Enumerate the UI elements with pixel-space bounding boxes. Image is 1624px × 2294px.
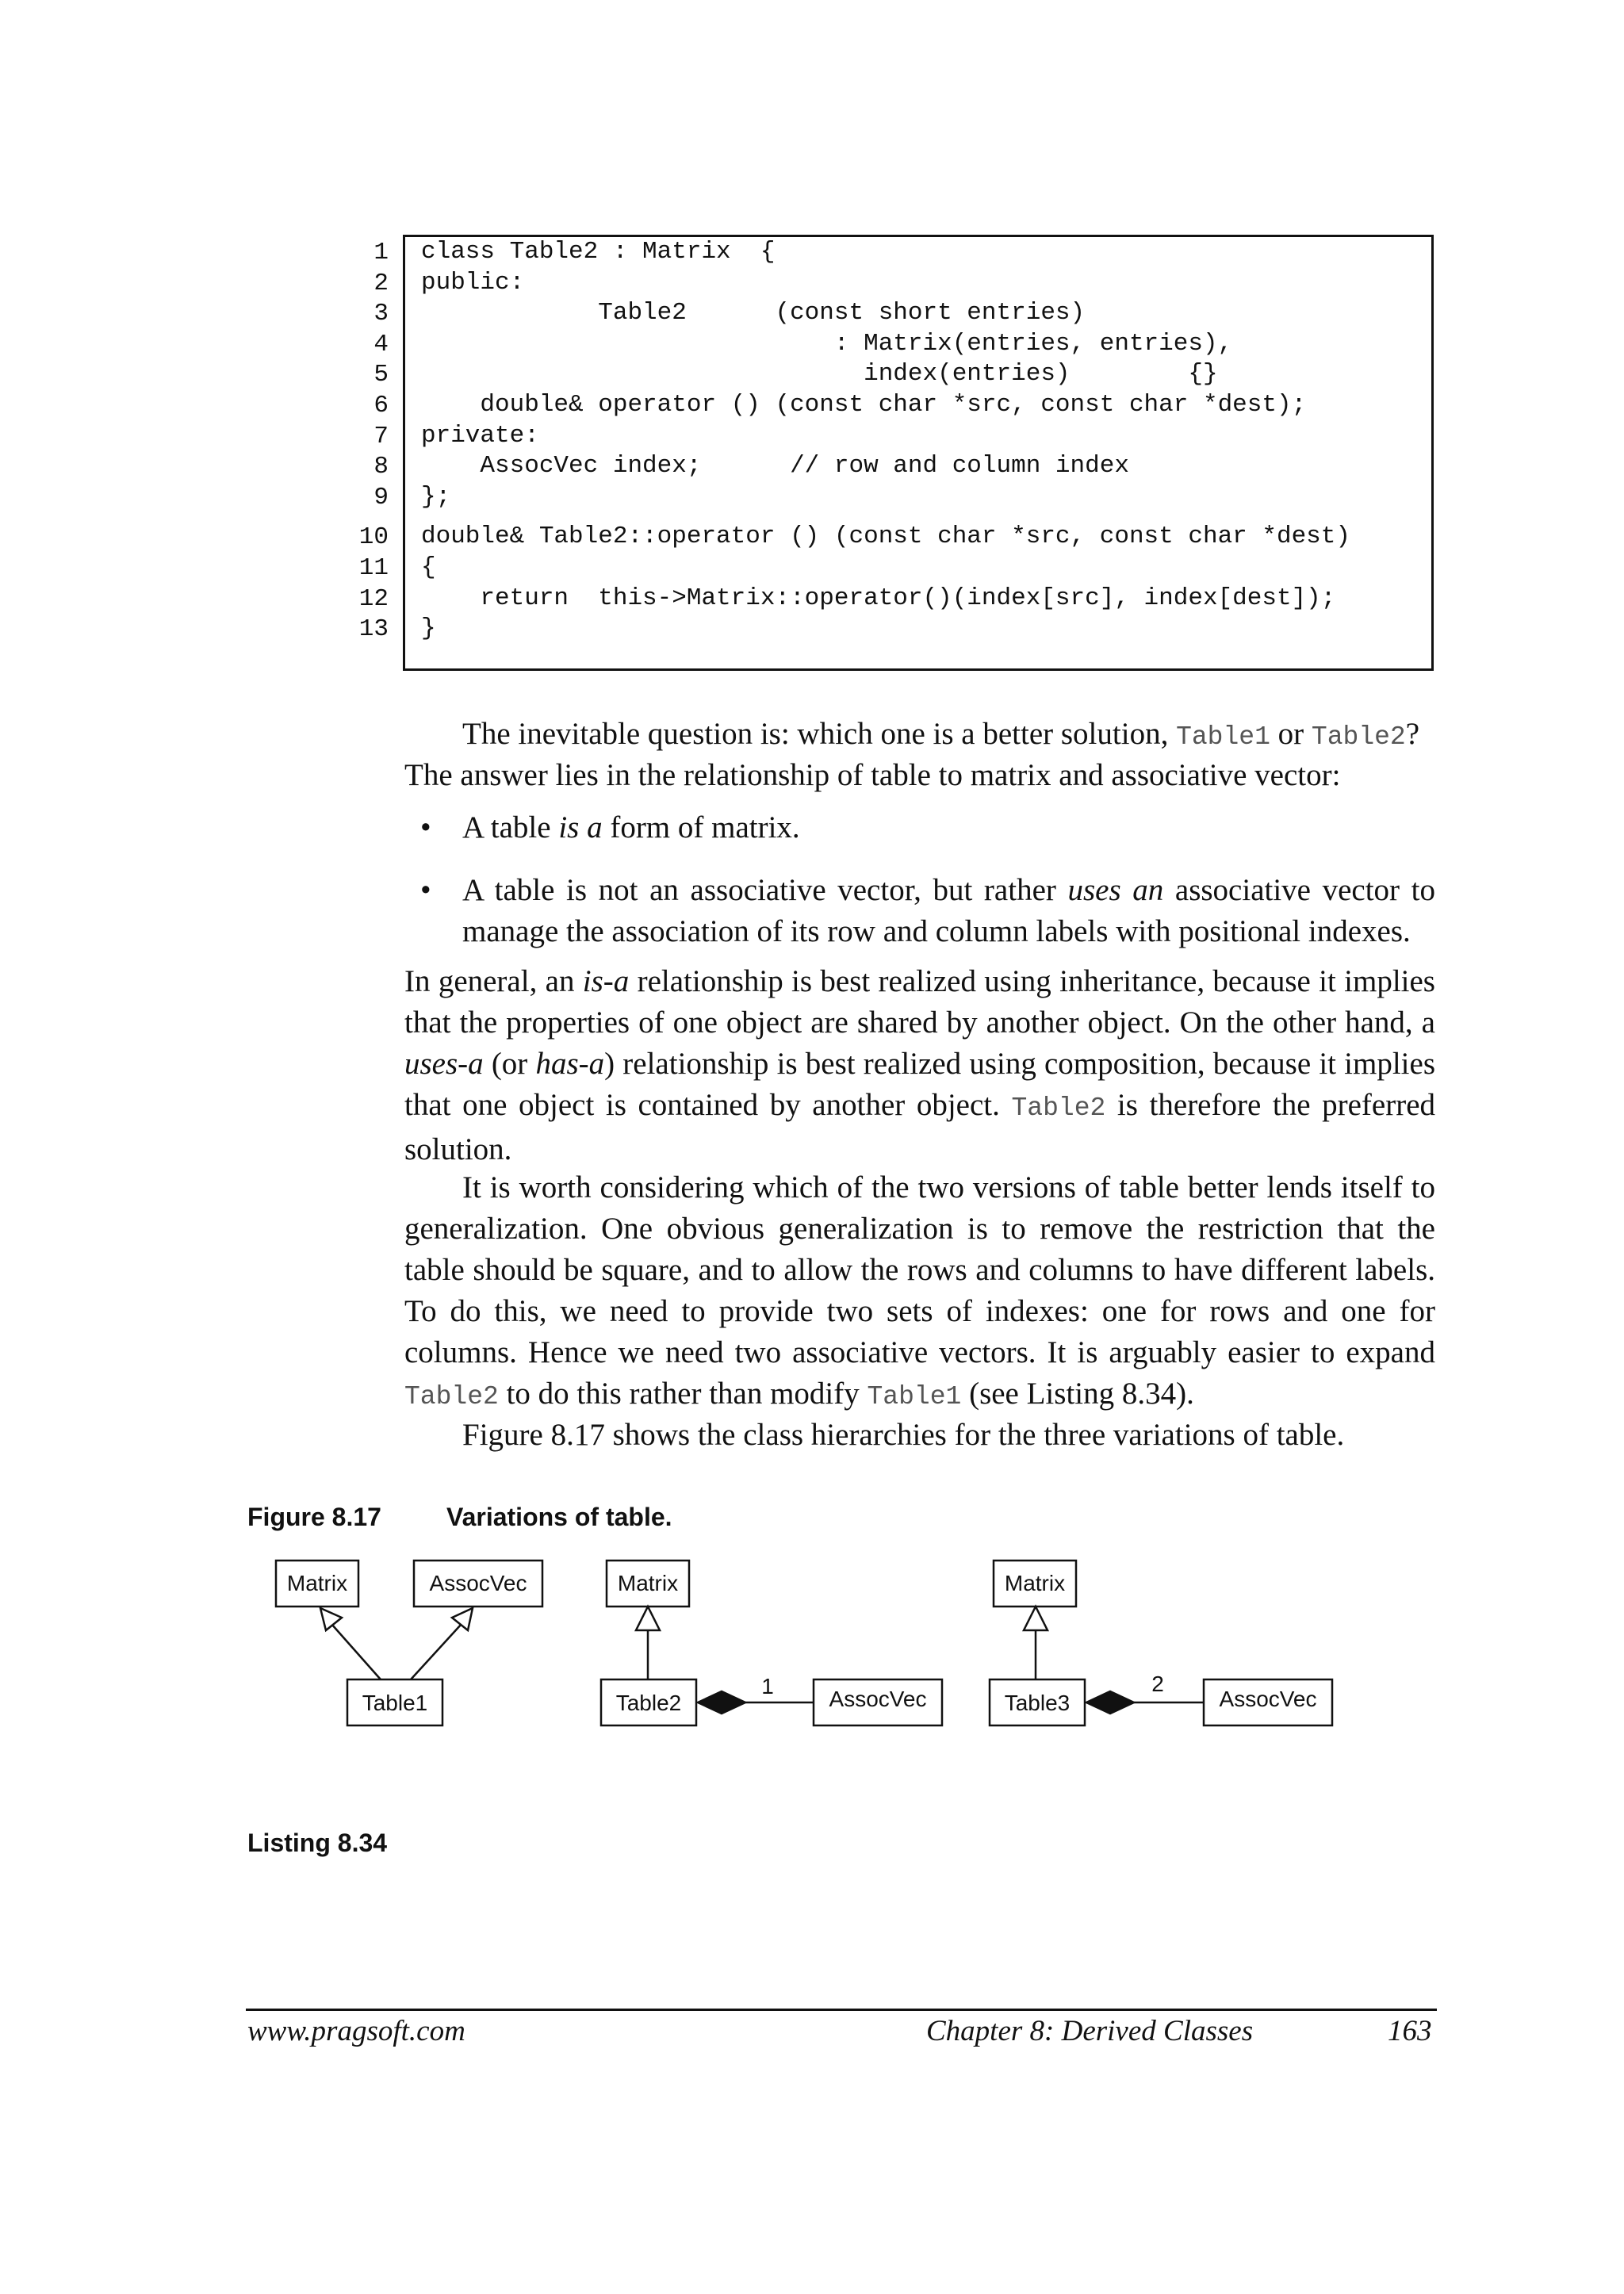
line-number: 10 [358, 523, 389, 552]
line-number: 1 [373, 239, 389, 266]
label-table1: Table1 [362, 1691, 428, 1715]
code-line: class Table2 : Matrix { [421, 238, 776, 266]
inline-code: Table1 [867, 1382, 962, 1411]
paragraph-3: It is worth considering which of the two versions of table better lends itself to generalization. One obvious generalization is to remove the restriction that the table should be square, and to allow the rows and columns to have different labels. To do this, we need to provide two sets of indexes: one for rows and one for columns. Hence we need two associative vectors. It is arguably easier to expand Table2 to do this rather than modify Table1 (see Listing 8.34). [404, 1170, 1435, 1411]
line-number: 4 [373, 330, 389, 358]
multiplicity-2: 2 [1151, 1672, 1164, 1696]
uml-class-diagram [270, 1546, 1348, 1737]
code-line: Table2 (const short entries) [421, 299, 1086, 327]
label-matrix-1: Matrix [286, 1571, 348, 1595]
code-line: }; [421, 482, 451, 511]
line-number: 2 [373, 269, 389, 297]
line-number: 5 [373, 361, 389, 389]
label-table3: Table3 [1004, 1691, 1071, 1715]
bullet-dot: • [420, 810, 431, 844]
code-line: } [421, 615, 436, 643]
line-number: 8 [373, 453, 389, 481]
label-matrix-2: Matrix [617, 1571, 679, 1595]
label-assocvec-1: AssocVec [429, 1571, 527, 1595]
label-matrix-3: Matrix [1004, 1571, 1066, 1595]
footer-site: www.pragsoft.com [247, 2015, 465, 2047]
footer-page-number: 163 [1388, 2015, 1432, 2047]
code-line: { [421, 553, 436, 581]
bullet-dot: • [420, 873, 431, 907]
label-table2: Table2 [615, 1691, 682, 1715]
figure-number: Figure 8.17 [247, 1503, 381, 1531]
code-listing [403, 235, 1434, 671]
paragraph-1: The inevitable question is: which one is a better solution, Table1 or Table2? [462, 717, 1420, 752]
line-number: 9 [373, 483, 389, 511]
line-number: 7 [373, 422, 389, 450]
listing-caption: Listing 8.34 [247, 1829, 388, 1857]
code-line: double& Table2::operator () (const char *src, const char *dest) [421, 523, 1350, 551]
paragraph-4: Figure 8.17 shows the class hierarchies for the three variations of table. [462, 1418, 1345, 1452]
inline-code: Table2 [1311, 722, 1406, 752]
code-line: public: [421, 268, 525, 297]
line-number: 6 [373, 392, 389, 419]
code-line: return this->Matrix::operator()(index[src], index[dest]); [421, 584, 1336, 612]
bullet-2: A table is not an associative vector, but rather uses an associative vector to manage the association of its row and column labels with positional indexes. [462, 873, 1435, 948]
multiplicity-1: 1 [761, 1674, 774, 1698]
footer-rule [246, 2009, 1437, 2011]
label-assocvec-3: AssocVec [1219, 1687, 1317, 1711]
paragraph-2: In general, an is-a relationship is best realized using inheritance, because it implies that the properties of one object are shared by another object. On the other hand, a uses-a (or has-a) relationship is best realized using composition, because it implies that one object is contained by another object. Table2 is therefore the preferred solution. [404, 964, 1435, 1166]
paragraph-1-line-2: The answer lies in the relationship of table to matrix and associative vector: [404, 758, 1341, 792]
code-line: private: [421, 421, 539, 450]
label-assocvec-2: AssocVec [829, 1687, 927, 1711]
inline-code: Table2 [1011, 1093, 1106, 1123]
line-number: 12 [358, 584, 389, 613]
figure-title: Variations of table. [446, 1503, 672, 1531]
footer-chapter: Chapter 8: Derived Classes [926, 2015, 1254, 2047]
code-line: : Matrix(entries, entries), [421, 329, 1233, 358]
line-number: 11 [358, 554, 389, 582]
code-line: AssocVec index; // row and column index [421, 452, 1129, 481]
code-line: index(entries) {} [421, 360, 1218, 389]
line-number: 3 [373, 300, 389, 328]
bullet-1: A table is a form of matrix. [462, 810, 800, 844]
inline-code: Table2 [404, 1382, 499, 1411]
code-line: double& operator () (const char *src, const char *dest); [421, 391, 1307, 419]
inline-code: Table1 [1176, 722, 1270, 752]
line-number: 13 [358, 615, 389, 644]
